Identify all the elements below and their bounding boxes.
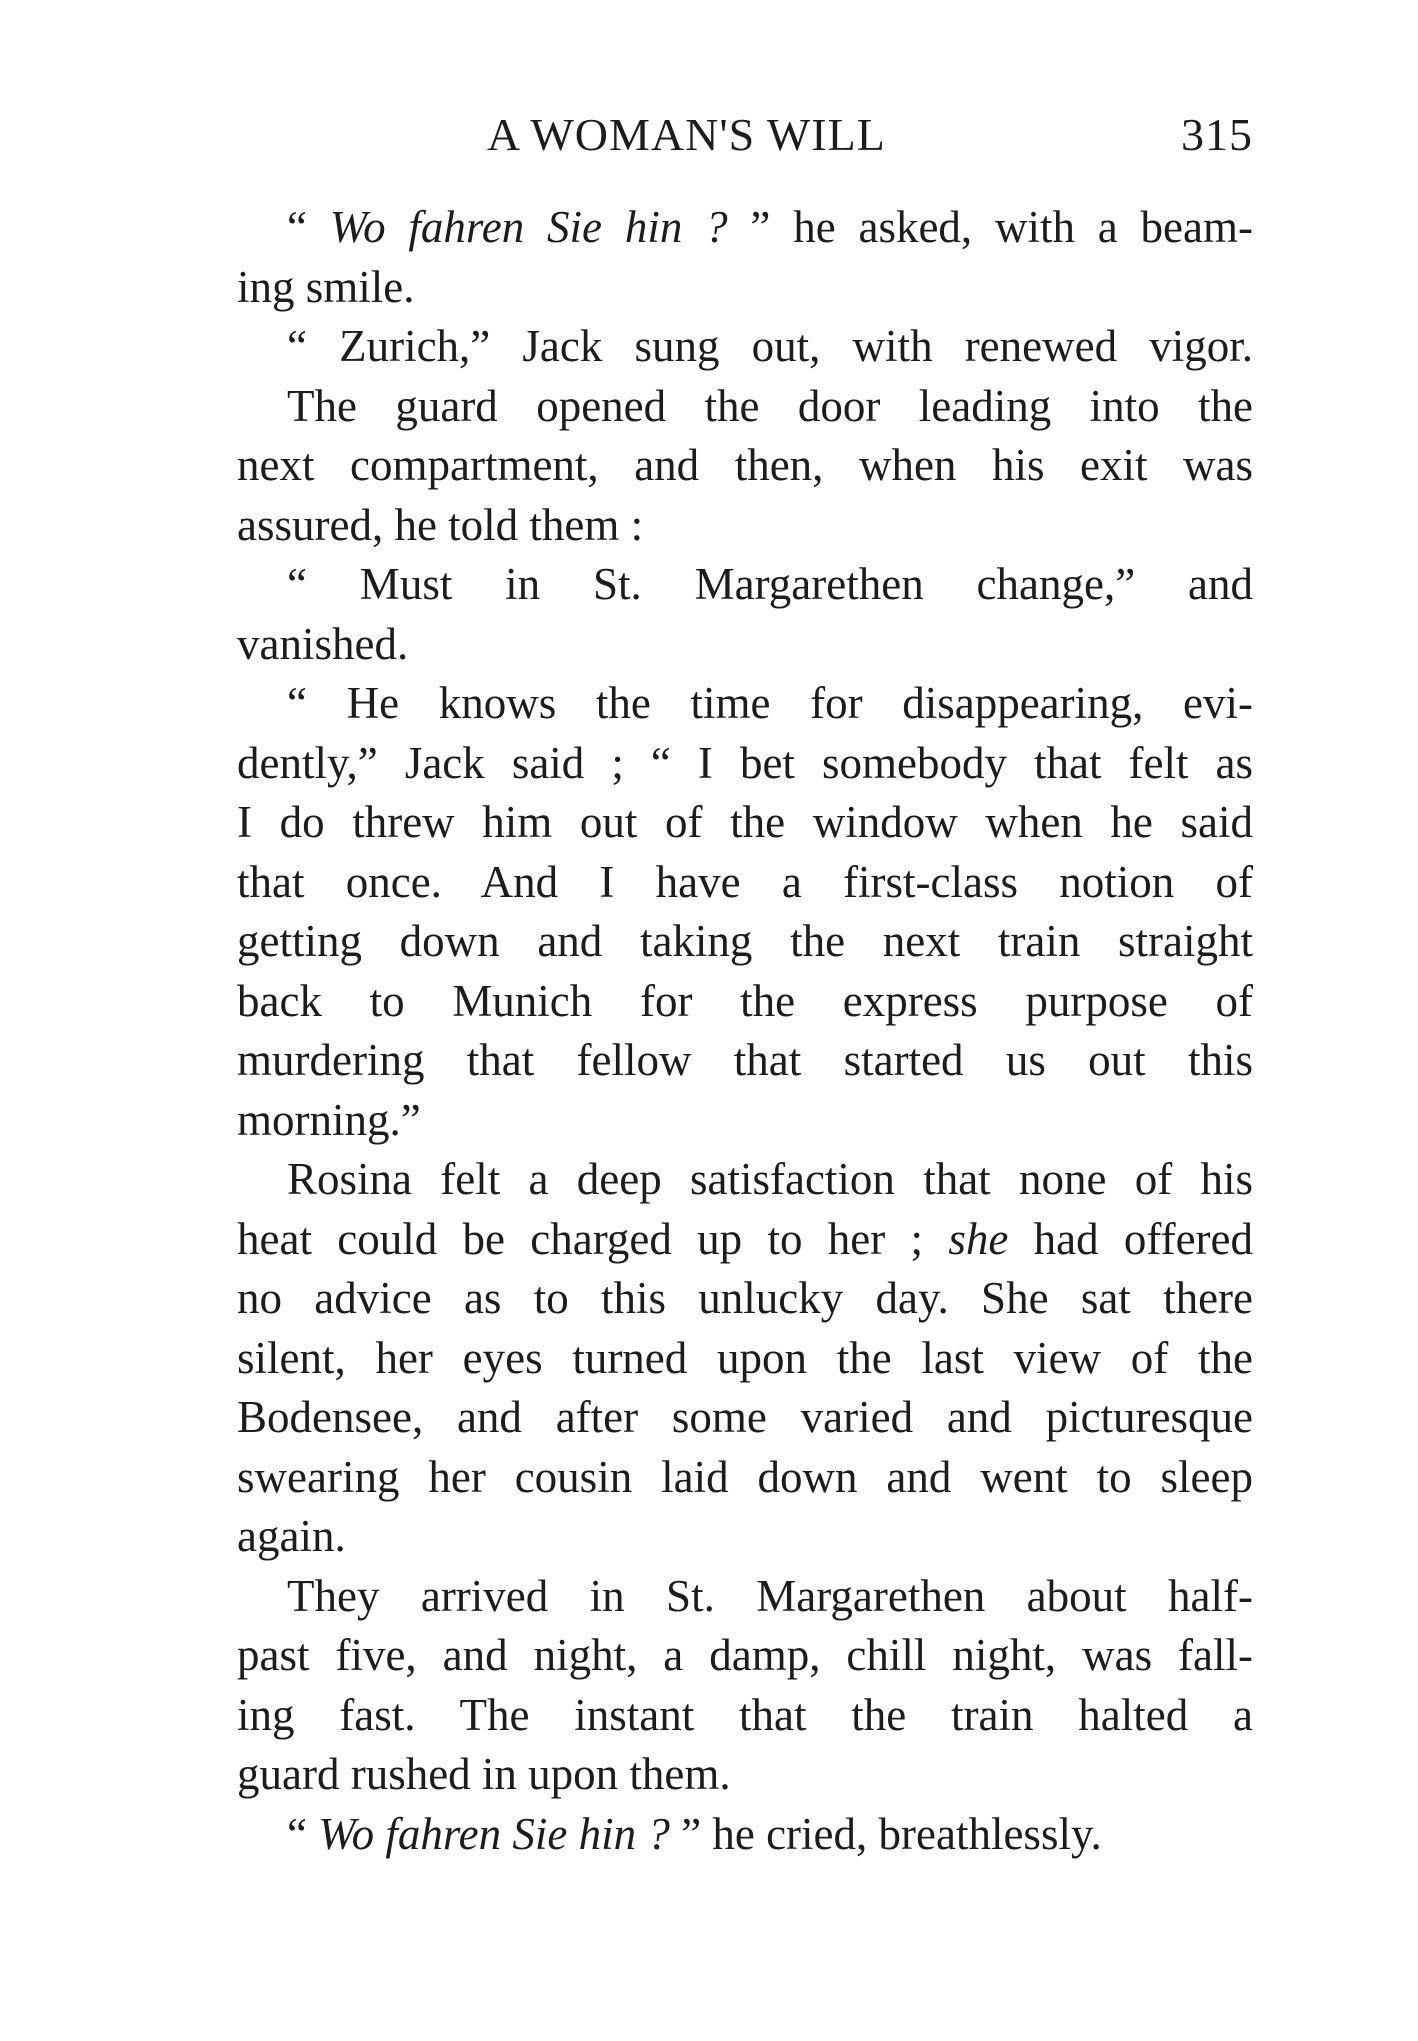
text-line: silent, her eyes turned upon the last view of the (237, 1332, 1253, 1383)
text-line: Bodensee, and after some varied and picturesque (237, 1392, 1253, 1442)
text-segment: “ (287, 202, 330, 252)
text-line: getting down and taking the next train straight (237, 916, 1253, 966)
body-text (237, 198, 1253, 1864)
text-segment: heat could be charged up to her ; (237, 1213, 949, 1264)
text-line: vanished. (237, 618, 409, 669)
text-line: ing smile. (237, 261, 415, 312)
text-line (237, 1210, 1253, 1270)
text-line: again. (237, 1511, 346, 1561)
text-line: that once. And I have a first-class notion of (237, 856, 1253, 907)
text-line: no advice as to this unlucky day. She sat there (237, 1273, 1253, 1323)
text-line: morning.” (237, 1094, 421, 1145)
text-line: I do threw him out of the window when he said (237, 797, 1253, 847)
text-line: swearing her cousin laid down and went to sleep (237, 1451, 1253, 1502)
running-head (237, 108, 1253, 168)
page-number: 315 (1181, 109, 1253, 160)
text-line: Rosina felt a deep satisfaction that none of his (287, 1154, 1253, 1204)
text-line: assured, he told them : (237, 499, 644, 550)
text-line: dently,” Jack said ; “ I bet somebody that felt as (237, 737, 1253, 788)
running-title: A WOMAN'S WILL (487, 109, 886, 160)
text-segment: ” he cried, breathlessly. (669, 1808, 1102, 1859)
text-segment: ” he asked, with a beam- (727, 202, 1253, 252)
text-line: The guard opened the door leading into the (287, 380, 1253, 431)
text-line: back to Munich for the express purpose of (237, 975, 1253, 1026)
italic-phrase: Wo fahren Sie hin ? (318, 1808, 670, 1859)
text-line: “ Must in St. Margarethen change,” and (287, 559, 1253, 609)
text-line: past five, and night, a damp, chill night, was fall- (237, 1630, 1253, 1680)
text-line (237, 198, 1253, 258)
text-line: “ Zurich,” Jack sung out, with renewed vigor. (287, 321, 1253, 371)
italic-phrase: Wo fahren Sie hin ? (329, 202, 728, 252)
italic-word: she (948, 1213, 1009, 1264)
text-segment: “ (287, 1808, 319, 1859)
text-line: “ He knows the time for disappearing, evi- (287, 678, 1253, 728)
text-line: next compartment, and then, when his exit was (237, 440, 1253, 490)
text-line (237, 1805, 1253, 1865)
text-line: ing fast. The instant that the train halted a (237, 1689, 1253, 1740)
text-segment: had offered (1008, 1213, 1254, 1264)
text-line: They arrived in St. Margarethen about half- (287, 1570, 1253, 1621)
text-line: murdering that fellow that started us out this (237, 1035, 1253, 1085)
text-line: guard rushed in upon them. (237, 1749, 731, 1799)
